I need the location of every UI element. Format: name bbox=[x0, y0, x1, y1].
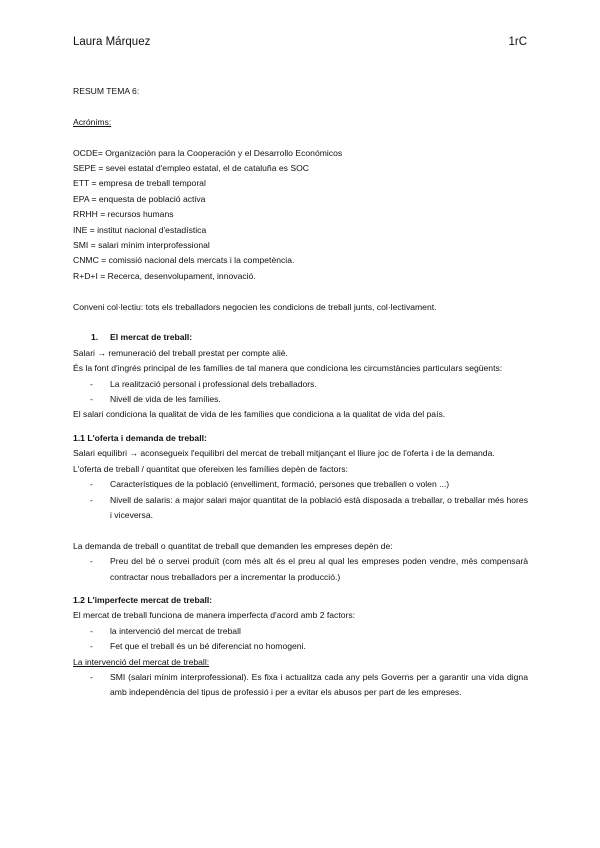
list-item: - La realització personal i professional dels treballadors. bbox=[90, 378, 317, 389]
document-body bbox=[73, 84, 528, 701]
acronym-item: SMI = salari mínim interprofessional bbox=[73, 240, 210, 251]
acronym-item: CNMC = comissió nacional dels mercats i la competència. bbox=[73, 255, 295, 266]
list-item: - Característiques de la població (envelliment, formació, persones que treballen o volen ...) bbox=[90, 479, 450, 490]
list-item: - Fet que el treball és un bé diferenciat no homogeni. bbox=[90, 641, 306, 652]
paragraph: Salari → remuneració del treball prestat per compte aliè. bbox=[73, 347, 288, 358]
acronym-item: R+D+I = Recerca, desenvolupament, innovació. bbox=[73, 270, 256, 281]
paragraph: L'oferta de treball / quantitat que ofereixen les famílies depèn de factors: bbox=[73, 463, 348, 474]
list-item: - Nivell de vida de les famílies. bbox=[90, 394, 221, 405]
section-1-number: 1. bbox=[91, 332, 99, 343]
subheading: La intervenció del mercat de treball: bbox=[73, 656, 210, 667]
acronym-item: EPA = enquesta de població activa bbox=[73, 193, 206, 204]
acronyms-heading: Acrónims: bbox=[73, 116, 112, 127]
class-group: 1rC bbox=[508, 36, 527, 48]
acronym-item: INE = institut nacional d'estadística bbox=[73, 224, 207, 235]
acronym-item: ETT = empresa de treball temporal bbox=[73, 178, 206, 189]
acronym-item: OCDE= Organización para la Cooperación y el Desarrollo Económicos bbox=[73, 147, 343, 158]
list-item: - Nivell de salaris: a major salari major quantitat de la població està disposada a treballar, o treballar més hores i viceversa. bbox=[90, 494, 528, 520]
section-1-heading bbox=[73, 330, 528, 345]
conveni-definition: Conveni col·lectiu: tots els treballadors negocien les condicions de treball junts, col·lectivament. bbox=[73, 301, 437, 312]
acronym-item: SEPE = sevei estatal d'empleo estatal, el de cataluña es SOC bbox=[73, 163, 309, 173]
paragraph: La demanda de treball o quantitat de treball que demanden les empreses depèn de: bbox=[73, 540, 393, 551]
document-title: RESUM TEMA 6: bbox=[73, 86, 140, 96]
paragraph: És la font d'ingrés principal de les famílies de tal manera que condiciona les circumstàncies particulars següents: bbox=[73, 363, 503, 374]
list-item: - SMI (salari mínim interprofessional). Es fixa i actualitza cada any pels Governs per a garantir una vida digna amb independència del tipus de professió i per a evitar els abusos per part de les empreses. bbox=[90, 671, 528, 698]
acronym-list bbox=[73, 146, 528, 285]
author-name: Laura Márquez bbox=[73, 36, 151, 48]
list-item: - la intervenció del mercat de treball bbox=[90, 625, 241, 636]
paragraph: El salari condiciona la qualitat de vida de les famílies que condiciona a la qualitat de vida del país. bbox=[73, 409, 446, 420]
section-1-1-heading: 1.1 L'oferta i demanda de treball: bbox=[73, 432, 207, 443]
section-1-title: El mercat de treball: bbox=[110, 332, 193, 343]
acronym-item: RRHH = recursos humans bbox=[73, 209, 174, 220]
list-item: - Preu del bé o servei produït (com més alt és el preu al qual les empreses poden vendre, més compensarà contractar nous treballadors per a incrementar la producció.) bbox=[90, 556, 528, 582]
page-header bbox=[73, 36, 527, 52]
section-1-2-heading: 1.2 L'imperfecte mercat de treball: bbox=[73, 594, 213, 605]
paragraph: El mercat de treball funciona de manera imperfecta d'acord amb 2 factors: bbox=[73, 610, 356, 621]
paragraph: Salari equilibri → aconsegueix l'equilibri del mercat de treball mitjançant el lliure joc de l'oferta i de la demanda. bbox=[73, 448, 495, 459]
